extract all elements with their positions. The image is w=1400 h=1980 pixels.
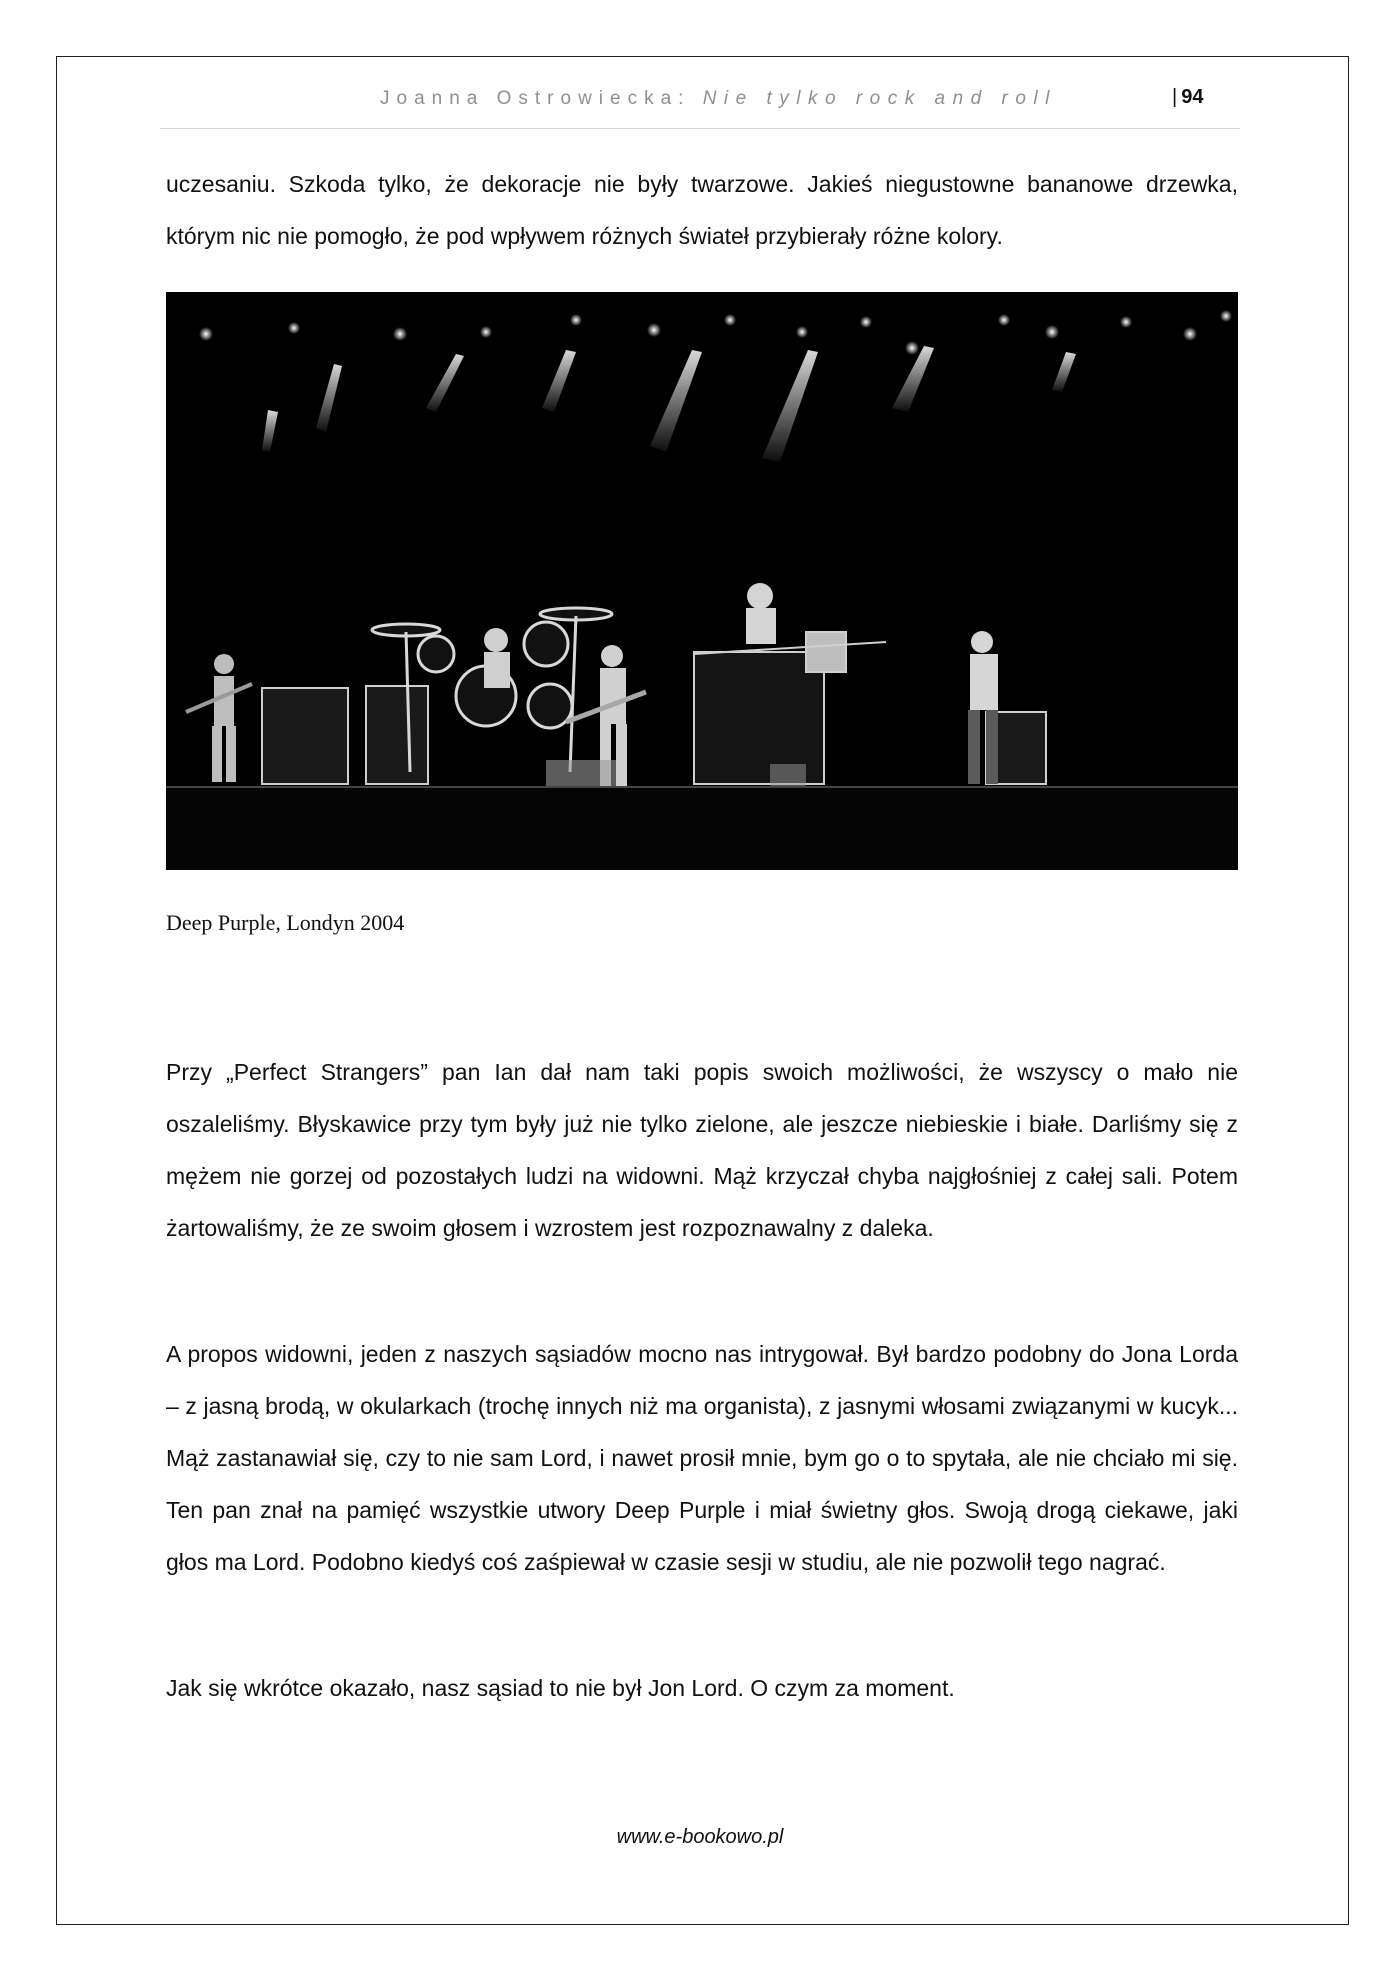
photo-caption: Deep Purple, Londyn 2004 bbox=[166, 910, 405, 935]
paragraph-continued: uczesaniu. Szkoda tylko, że dekoracje nie były twarzowe. Jakieś niegustowne bananowe drzewka, którym nic nie pomogło, że pod wpływem różnych świateł przybierały różne kolory. bbox=[166, 171, 1238, 249]
header-author-title bbox=[380, 88, 1057, 110]
page-number-separator: | bbox=[1172, 86, 1178, 108]
header-author: Joanna Ostrowiecka: bbox=[380, 88, 691, 109]
header-book-title: Nie tylko rock and roll bbox=[702, 88, 1057, 109]
page-number-value: 94 bbox=[1181, 86, 1204, 108]
paragraph-3: Jak się wkrótce okazało, nasz sąsiad to nie był Jon Lord. O czym za moment. bbox=[166, 1675, 955, 1701]
drummer bbox=[484, 628, 510, 688]
page-number bbox=[1172, 86, 1203, 109]
concert-photo bbox=[166, 292, 1238, 870]
running-header bbox=[160, 84, 1240, 129]
footer-url: www.e-bookowo.pl bbox=[616, 1826, 784, 1848]
paragraph-2: A propos widowni, jeden z naszych sąsiadów mocno nas intrygował. Był bardzo podobny do Jona Lorda – z jasną brodą, w okularkach (trochę innych niż ma organista), z jasnymi włosami związanymi w kucyk... Mąż zastanawiał się, czy to nie sam Lord, i nawet prosił mnie, bym go o to spytała, ale nie chciało mi się. Ten pan znał na pamięć wszystkie utwory Deep Purple i miał świetny głos. Swoją drogą ciekawe, jaki głos ma Lord. Podobno kiedyś coś zaśpiewał w czasie sesji w studiu, ale nie pozwolił tego nagrać. bbox=[166, 1341, 1238, 1575]
concert-photo-illustration bbox=[166, 292, 1238, 870]
keyboardist bbox=[746, 583, 776, 644]
paragraph-1: Przy „Perfect Strangers” pan Ian dał nam taki popis swoich możliwości, że wszyscy o mało nie oszaleliśmy. Błyskawice przy tym były już nie tylko zielone, ale jeszcze niebieskie i białe. Darliśmy się z mężem nie gorzej od pozostałych ludzi na widowni. Mąż krzyczał chyba najgłośniej z całej sali. Potem żartowaliśmy, że ze swoim głosem i wzrostem jest rozpoznawalny z daleka. bbox=[166, 1059, 1238, 1241]
